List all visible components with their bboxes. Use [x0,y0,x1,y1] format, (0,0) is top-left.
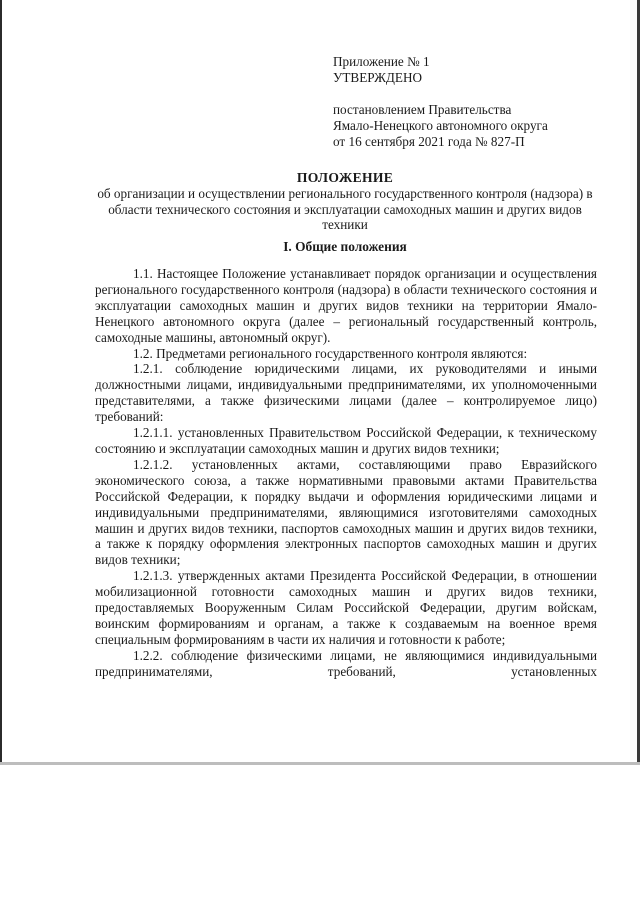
paragraph-1-2: 1.2. Предметами регионального государственного контроля являются: [133,345,528,361]
approved-label: УТВЕРЖДЕНО [333,70,423,85]
paragraph-1-2-1-2: 1.2.1.2. установленных актами, составляющими право Евразийского экономического союза, а также нормативными правовыми актами Правительства Российской Федерации, к порядку выдачи и оформления юридическими лицами и индивидуальными предпринимателями, являющимися изготовителями самоходных машин и других видов техники, паспортов самоходных машин и других видов техники, а также к порядку оформления электронных паспортов самоходных машин и других видов техники; [95,456,597,568]
approval-block [333,54,548,150]
section-heading: I. Общие положения [283,239,407,254]
document-title [95,170,595,233]
paragraph-1-2-1: 1.2.1. соблюдение юридическими лицами, их руководителями и иными должностными лицами, индивидуальными предпринимателями, их уполномоченными представителями, а также физическими лицами (далее – контролируемое лицо) требований: [95,361,597,425]
paragraph-1-2-1-3: 1.2.1.3. утвержденных актами Президента Российской Федерации, в отношении мобилизационной готовности самоходных машин и других видов техники, предоставляемых Вооруженным Силам Российской Федерации, другим войскам, воинским формированиям и органам, а также к создаваемым на военное время специальным формированиям в части их наличия и готовности к работе; [95,568,597,647]
paragraph-1-2-2: 1.2.2. соблюдение физическими лицами, не являющимися индивидуальными предпринимателями, требований, установленных [95,647,597,679]
approval-line-3: от 16 сентября 2021 года № 827-П [333,134,525,149]
approval-line-2: Ямало-Ненецкого автономного округа [333,118,548,133]
document-body [95,266,597,680]
scan-edge-left [0,0,2,765]
title-subtitle: об организации и осуществлении регионального государственного контроля (надзора) в области технического состояния и эксплуатации самоходных машин и других видов техники [97,185,593,233]
paragraph-1-2-1-1: 1.2.1.1. установленных Правительством Российской Федерации, к техническому состоянию и эксплуатации самоходных машин и других видов техники; [95,425,597,456]
title-main: ПОЛОЖЕНИЕ [296,170,394,185]
appendix-label: Приложение № 1 [333,54,430,69]
paragraph-1-1: 1.1. Настоящее Положение устанавливает порядок организации и осуществления регионального государственного контроля (надзора) в области технического состояния и эксплуатации самоходных машин и других видов техники на территории Ямало-Ненецкого автономного округа (далее – региональный государственный контроль, самоходные машины, автономный округ). [95,266,597,345]
blank-area [0,765,640,905]
approval-line-1: постановлением Правительства [333,102,512,117]
